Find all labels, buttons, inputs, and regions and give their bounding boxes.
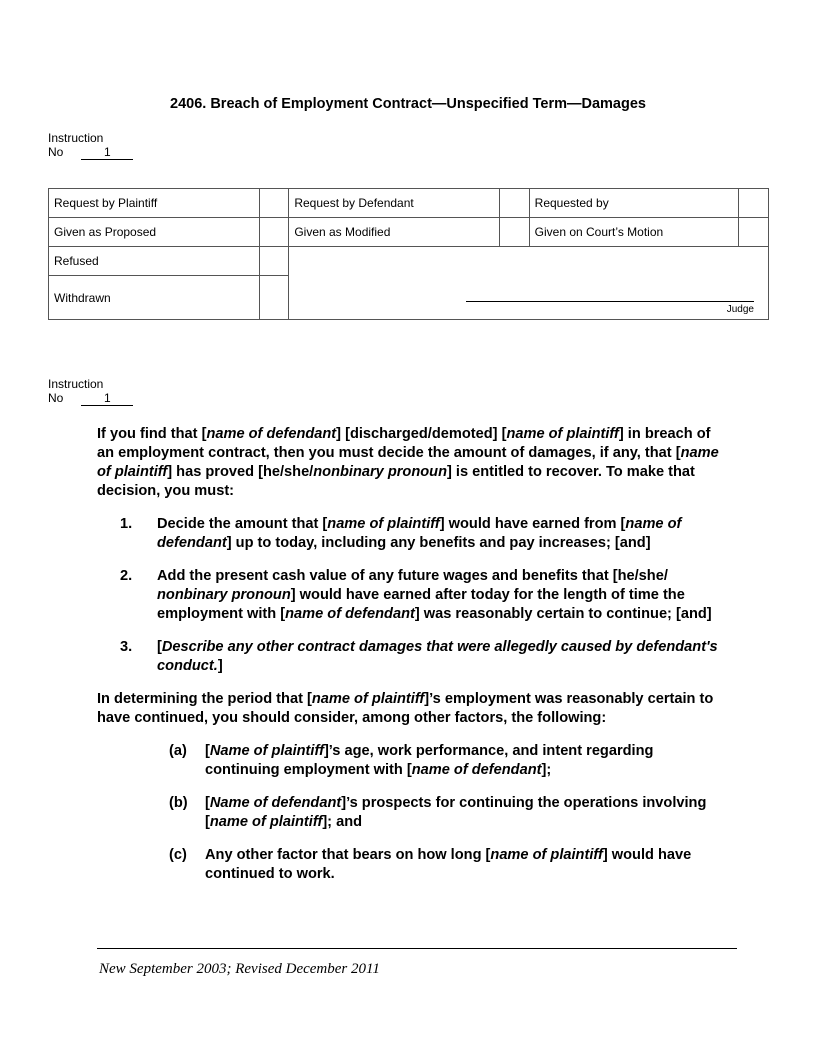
- footer-revision-note: New September 2003; Revised December 2011: [99, 961, 380, 977]
- text-run: ] would have continued to work.: [205, 847, 692, 882]
- list-item: [97, 567, 727, 624]
- text-run: ];: [541, 762, 552, 778]
- refused-label: Refused: [49, 247, 260, 276]
- placeholder-text: name of plaintiff: [97, 445, 719, 480]
- instruction-label: Instruction: [48, 377, 104, 391]
- text-run: [: [205, 743, 210, 759]
- request-table: [48, 188, 769, 320]
- table-row: [49, 189, 769, 218]
- list-item-text: [205, 794, 727, 832]
- given-as-modified-label: Given as Modified: [289, 218, 500, 247]
- placeholder-text: name of defendant: [206, 426, 337, 442]
- instruction-label: Instruction: [48, 131, 104, 145]
- instruction-block-top: [48, 131, 133, 160]
- placeholder-text: name of plaintiff: [506, 426, 619, 442]
- list-item-text: [157, 638, 727, 676]
- list-number: 3.: [120, 639, 133, 655]
- text-run: ] [discharged/demoted] [: [336, 426, 507, 442]
- list-letter: (c): [169, 847, 187, 863]
- text-run: ]’s age, work performance, and intent regarding continuing employment with [: [205, 743, 654, 778]
- intro-paragraph: [97, 425, 727, 501]
- withdrawn-box[interactable]: [259, 276, 289, 320]
- list-number: 2.: [120, 568, 133, 584]
- placeholder-text: Name of defendant: [209, 795, 342, 811]
- requested-by-label: Requested by: [529, 189, 739, 218]
- placeholder-text: Describe any other contract damages that were allegedly caused by defendant's conduct.: [157, 639, 718, 674]
- list-item: [97, 515, 727, 553]
- list-item-text: [205, 742, 727, 780]
- list-item: [97, 846, 727, 884]
- text-run: If you find that [: [97, 426, 207, 442]
- text-run: Decide the amount that [: [157, 516, 328, 532]
- no-label: No: [48, 145, 64, 159]
- withdrawn-label: Withdrawn: [49, 276, 260, 320]
- instruction-number-row: [48, 145, 133, 160]
- instruction-body: [97, 425, 727, 898]
- text-run: Add the present cash value of any future wages and benefits that [he/she/: [157, 568, 668, 584]
- instruction-number-row: [48, 391, 133, 406]
- placeholder-text: name of defendant: [411, 762, 542, 778]
- placeholder-text: nonbinary pronoun: [157, 587, 291, 603]
- judge-label: Judge: [726, 304, 754, 315]
- text-run: ] was reasonably certain to continue; [and]: [414, 606, 712, 622]
- refused-box[interactable]: [259, 247, 289, 276]
- table-row: [49, 218, 769, 247]
- text-run: ] would have earned after today for the length of time the employment with [: [157, 587, 685, 622]
- placeholder-text: name of plaintiff: [327, 516, 440, 532]
- instruction-number: 1: [81, 146, 133, 160]
- given-as-proposed-label: Given as Proposed: [49, 218, 260, 247]
- no-label: No: [48, 391, 64, 405]
- request-by-plaintiff-box[interactable]: [259, 189, 289, 218]
- text-run: ]’s prospects for continuing the operations involving [: [205, 795, 707, 830]
- text-run: In determining the period that [: [97, 691, 312, 707]
- given-on-courts-motion-label: Given on Court’s Motion: [529, 218, 739, 247]
- text-run: ] in breach of an employment contract, then you must decide the amount of damages, if any, that [: [97, 426, 711, 461]
- request-by-defendant-label: Request by Defendant: [289, 189, 500, 218]
- request-by-defendant-box[interactable]: [500, 189, 530, 218]
- text-run: ]’s employment was reasonably certain to have continued, you should consider, among other factors, the following:: [97, 691, 714, 726]
- page-title: 2406. Breach of Employment Contract—Unspecified Term—Damages: [170, 96, 646, 112]
- placeholder-text: name of plaintiff: [311, 691, 425, 707]
- list-letter: (b): [169, 795, 188, 811]
- given-on-courts-motion-box[interactable]: [739, 218, 769, 247]
- given-as-proposed-box[interactable]: [259, 218, 289, 247]
- text-run: ] up to today, including any benefits and pay increases; [and]: [226, 535, 651, 551]
- text-run: [: [205, 795, 210, 811]
- list-item-text: [157, 567, 727, 624]
- placeholder-text: name of defendant: [157, 516, 682, 551]
- instruction-block-bottom: [48, 377, 133, 406]
- placeholder-text: name of plaintiff: [209, 814, 323, 830]
- placeholder-text: Name of plaintiff: [209, 743, 324, 759]
- text-run: [: [157, 639, 162, 655]
- list-item-text: [205, 846, 727, 884]
- given-as-modified-box[interactable]: [500, 218, 530, 247]
- list-item: [97, 794, 727, 832]
- text-run: ] is entitled to recover. To make that decision, you must:: [97, 464, 695, 499]
- judge-signature-area: [289, 247, 769, 320]
- judge-signature-line[interactable]: [466, 301, 754, 302]
- placeholder-text: name of defendant: [285, 606, 415, 622]
- list-item-text: [157, 515, 727, 553]
- list-item: [97, 742, 727, 780]
- list-item: [97, 638, 727, 676]
- instruction-number: 1: [81, 392, 133, 406]
- requested-by-box[interactable]: [739, 189, 769, 218]
- footer-divider: [97, 948, 737, 949]
- placeholder-text: name of plaintiff: [490, 847, 603, 863]
- placeholder-text: nonbinary pronoun: [313, 464, 448, 480]
- factors-paragraph: [97, 690, 727, 728]
- list-letter: (a): [169, 743, 187, 759]
- text-run: Any other factor that bears on how long [: [205, 847, 491, 863]
- table-row: [49, 247, 769, 276]
- text-run: ]; and: [322, 814, 363, 830]
- text-run: ] would have earned from [: [439, 516, 626, 532]
- request-by-plaintiff-label: Request by Plaintiff: [49, 189, 260, 218]
- text-run: ]: [217, 658, 223, 674]
- text-run: ] has proved [he/she/: [167, 464, 314, 480]
- list-number: 1.: [120, 516, 133, 532]
